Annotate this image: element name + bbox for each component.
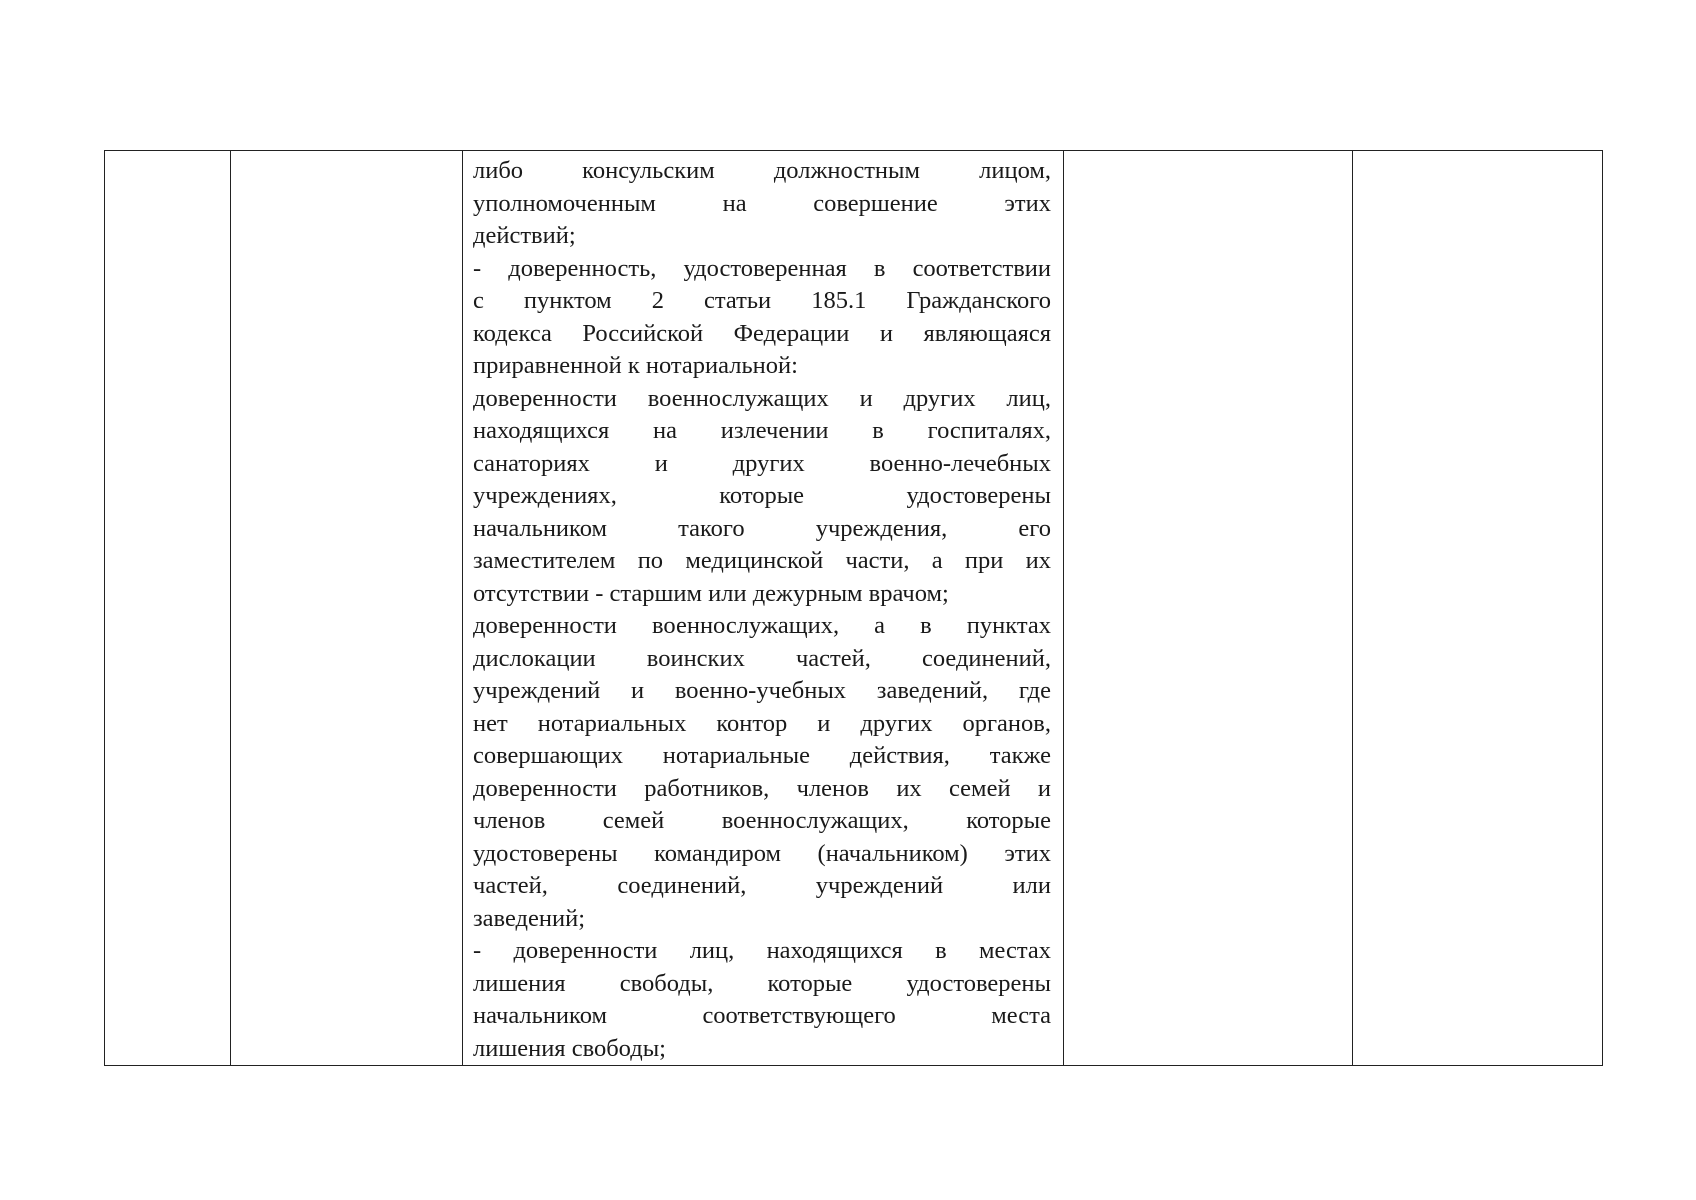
text-line: действий; bbox=[473, 222, 576, 249]
table-row bbox=[105, 151, 1603, 1066]
text-line: - доверенности лиц, находящихся в местах bbox=[473, 937, 1051, 964]
text-line: частей, соединений, учреждений или bbox=[473, 872, 1051, 899]
table-cell-col5 bbox=[1353, 151, 1603, 1066]
text-line: кодекса Российской Федерации и являющаяся bbox=[473, 319, 1051, 347]
text-line: санаториях и других военно-лечебных bbox=[473, 449, 1051, 477]
table-cell-col4 bbox=[1064, 151, 1353, 1066]
text-line: заместителем по медицинской части, а при их bbox=[473, 547, 1051, 574]
table-cell-col3 bbox=[463, 151, 1064, 1066]
table-cell-col2 bbox=[231, 151, 463, 1066]
text-line: заведений; bbox=[473, 904, 586, 932]
text-line: дислокации воинских частей, соединений, bbox=[473, 644, 1051, 672]
text-line: отсутствии - старшим или дежурным врачом; bbox=[473, 579, 949, 607]
text-line: уполномоченным на совершение этих bbox=[473, 189, 1051, 217]
text-line: доверенности военнослужащих, а в пунктах bbox=[473, 612, 1051, 639]
text-line: доверенности работников, членов их семей и bbox=[473, 774, 1051, 802]
text-line: учреждений и военно-учебных заведений, где bbox=[473, 677, 1051, 704]
text-line: доверенности военнослужащих и других лиц, bbox=[473, 384, 1051, 412]
text-line: начальником соответствующего места bbox=[473, 1002, 1051, 1029]
text-line: членов семей военнослужащих, которые bbox=[473, 807, 1051, 834]
text-line: лишения свободы, которые удостоверены bbox=[473, 969, 1051, 997]
text-line: лишения свободы; bbox=[473, 1034, 666, 1062]
text-line: удостоверены командиром (начальником) этих bbox=[473, 839, 1051, 867]
text-line: с пунктом 2 статьи 185.1 Гражданского bbox=[473, 287, 1051, 314]
text-line: приравненной к нотариальной: bbox=[473, 352, 798, 379]
text-line: находящихся на излечении в госпиталях, bbox=[473, 417, 1051, 444]
document-table bbox=[104, 150, 1603, 1066]
cell-text-block bbox=[463, 151, 1063, 1065]
text-line: либо консульским должностным лицом, bbox=[473, 157, 1051, 184]
table-cell-col1 bbox=[105, 151, 231, 1066]
text-line: нет нотариальных контор и других органов, bbox=[473, 709, 1051, 737]
text-line: совершающих нотариальные действия, также bbox=[473, 742, 1051, 769]
text-line: начальником такого учреждения, его bbox=[473, 514, 1051, 542]
text-line: учреждениях, которые удостоверены bbox=[473, 482, 1051, 509]
text-line: - доверенность, удостоверенная в соответствии bbox=[473, 254, 1051, 282]
